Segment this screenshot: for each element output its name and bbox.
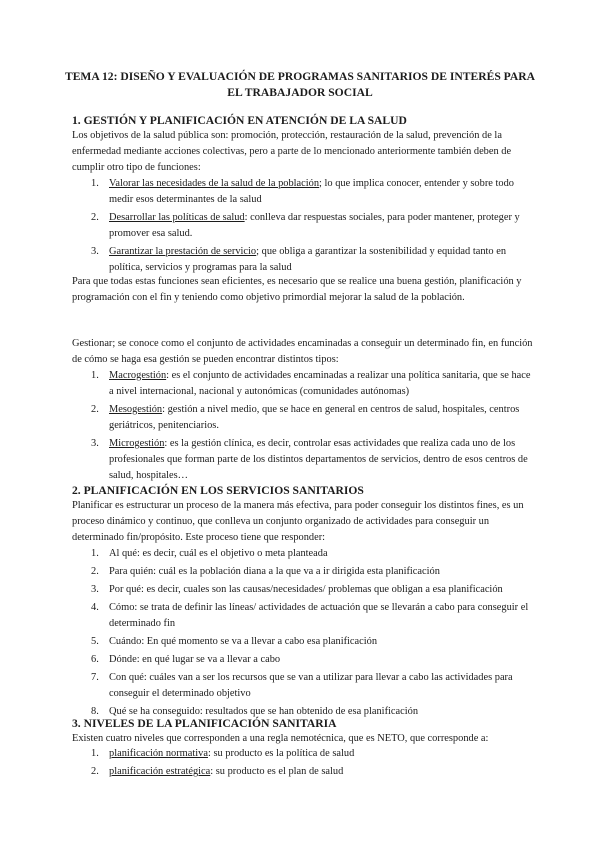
list-number: 2. bbox=[91, 766, 99, 777]
list-term: planificación estratégica bbox=[109, 766, 211, 777]
list-number: 3. bbox=[91, 246, 99, 257]
list-text: Dónde: en qué lugar se va a llevar a cabo bbox=[109, 654, 281, 665]
document-title: TEMA 12: DISEÑO Y EVALUACIÓN DE PROGRAMAS SANITARIOS DE INTERÉS PARA EL TRABAJADOR SOCIAL bbox=[64, 70, 536, 99]
list-term: Macrogestión bbox=[109, 370, 167, 381]
list-text: Cómo: se trata de definir las líneas/ actividades de actuación que se llevarán a cabo para conseguir el determinado fin bbox=[109, 602, 529, 629]
list-text: ; lo que implica conocer, entender y sobre todo medir esos determinantes de la salud bbox=[109, 178, 514, 205]
list-text: : es el conjunto de actividades encaminadas a realizar una política sanitaria, que se hace a nivel internacional, nacional y autonómicas (comunidades autónomas) bbox=[109, 370, 531, 397]
list-number: 4. bbox=[91, 602, 99, 613]
list-text: Por qué: es decir, cuales son las causas/necesidades/ problemas que obligan a esa planificación bbox=[109, 584, 503, 595]
list-item bbox=[72, 634, 534, 650]
list-text: Para quién: cuál es la población diana a la que va a ir dirigida esta planificación bbox=[109, 566, 440, 577]
list-term: Desarrollar las políticas de salud bbox=[109, 212, 245, 223]
list-text: ; que obliga a garantizar la sostenibilidad y equidad tanto en política, servicios y programas para la salud bbox=[109, 246, 507, 273]
list-item bbox=[72, 670, 534, 702]
list-text: : gestión a nivel medio, que se hace en general en centros de salud, hospitales, centros geriátricos, penitenciarios. bbox=[109, 404, 520, 431]
list-item bbox=[72, 652, 534, 668]
list-text: Cuándo: En qué momento se va a llevar a cabo esa planificación bbox=[109, 636, 378, 647]
gestion-types-list bbox=[72, 368, 534, 484]
section2-intro-paragraph: Planificar es estructurar un proceso de la manera más efectiva, para poder conseguir los distintos fines, es un proceso dinámico y continuo, que conlleva un conjunto organizado de actividades para conseguir un determinado fin/propósito. Este proceso tiene que responder: bbox=[72, 500, 524, 543]
list-text: : su producto es la política de salud bbox=[207, 748, 355, 759]
gestion-paragraph: Gestionar; se conoce como el conjunto de actividades encaminadas a conseguir un determinado fin, en función de cómo se haga esa gestión se pueden encontrar distintos tipos: bbox=[72, 338, 533, 365]
section-heading-planificacion: 2. PLANIFICACIÓN EN LOS SERVICIOS SANITARIOS bbox=[72, 484, 364, 497]
list-number: 1. bbox=[91, 748, 99, 759]
section-heading-gestion: 1. GESTIÓN Y PLANIFICACIÓN EN ATENCIÓN DE LA SALUD bbox=[72, 114, 407, 127]
list-term: Microgestión bbox=[109, 438, 165, 449]
list-term: Mesogestión bbox=[109, 404, 163, 415]
list-term: Garantizar la prestación de servicio bbox=[109, 246, 257, 257]
list-item bbox=[72, 546, 534, 562]
list-text: : conlleva dar respuestas sociales, para poder mantener, proteger y promover esa salud. bbox=[109, 212, 520, 239]
list-number: 8. bbox=[91, 706, 99, 717]
list-text: : es la gestión clínica, es decir, controlar esas actividades que realiza cada uno de los profesionales que forman parte de los distintos departamentos de servicios, dentro de esos centros de salud, hospitales… bbox=[109, 438, 528, 481]
list-number: 6. bbox=[91, 654, 99, 665]
functions-list bbox=[72, 176, 534, 276]
list-item bbox=[72, 402, 534, 434]
planning-levels-list bbox=[72, 746, 534, 780]
list-number: 5. bbox=[91, 636, 99, 647]
list-text: Qué se ha conseguido: resultados que se han obtenido de esa planificación bbox=[109, 706, 419, 717]
list-item bbox=[72, 210, 534, 242]
list-number: 1. bbox=[91, 178, 99, 189]
list-item bbox=[72, 436, 534, 484]
list-text: Con qué: cuáles van a ser los recursos que se van a utilizar para llevar a cabo las actividades para conseguir el determinado objetivo bbox=[109, 672, 513, 699]
list-item bbox=[72, 244, 534, 276]
list-text: : su producto es el plan de salud bbox=[210, 766, 344, 777]
list-number: 1. bbox=[91, 548, 99, 559]
list-term: planificación normativa bbox=[109, 748, 208, 759]
list-number: 2. bbox=[91, 212, 99, 223]
list-item bbox=[72, 600, 534, 632]
list-item bbox=[72, 746, 534, 762]
list-number: 3. bbox=[91, 438, 99, 449]
list-number: 2. bbox=[91, 566, 99, 577]
list-item bbox=[72, 764, 534, 780]
section-heading-niveles: 3. NIVELES DE LA PLANIFICACIÓN SANITARIA bbox=[72, 717, 337, 730]
list-text: Al qué: es decir, cuál es el objetivo o meta planteada bbox=[109, 548, 328, 559]
efficiency-paragraph: Para que todas estas funciones sean eficientes, es necesario que se realice una buena gestión, planificación y programación con el fin y teniendo como objetivo primordial mejorar la salud de la población. bbox=[72, 276, 522, 303]
list-term: Valorar las necesidades de la salud de la población bbox=[109, 178, 320, 189]
list-item bbox=[72, 564, 534, 580]
list-item bbox=[72, 582, 534, 598]
list-item bbox=[72, 176, 534, 208]
section1-intro-paragraph: Los objetivos de la salud pública son: promoción, protección, restauración de la salud, prevención de la enfermedad mediante acciones colectivas, pero a parte de lo mencionado anteriormente también deben de cumplir otro tipo de funciones: bbox=[72, 130, 512, 173]
list-number: 7. bbox=[91, 672, 99, 683]
list-number: 3. bbox=[91, 584, 99, 595]
section3-intro-paragraph: Existen cuatro niveles que corresponden a una regla nemotécnica, que es NETO, que corresponde a: bbox=[72, 733, 489, 744]
list-number: 2. bbox=[91, 404, 99, 415]
planning-questions-list bbox=[72, 546, 534, 720]
list-number: 1. bbox=[91, 370, 99, 381]
list-item bbox=[72, 368, 534, 400]
